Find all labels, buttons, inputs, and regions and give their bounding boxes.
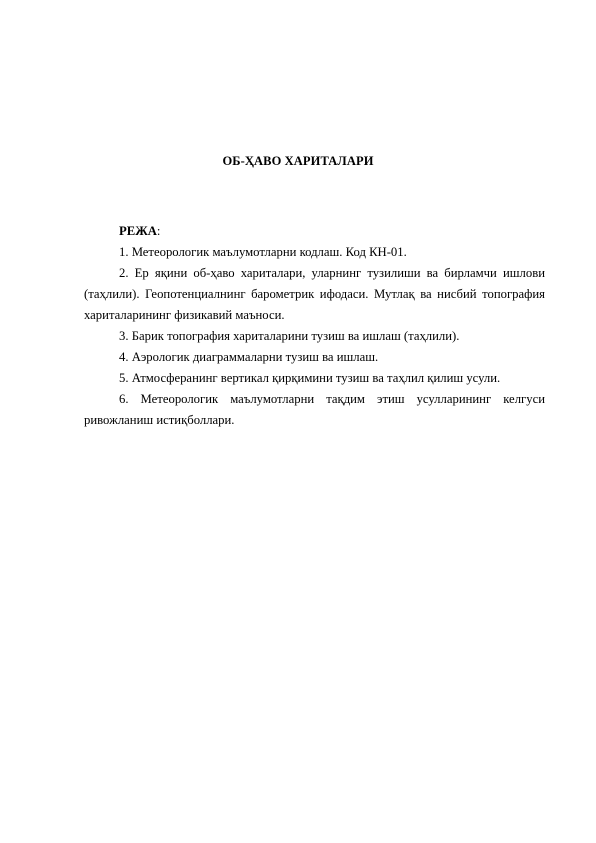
plan-item-1: 1. Метеорологик маълумотларни кодлаш. Код КН-01. — [119, 245, 407, 259]
plan-item-4: 4. Аэрологик диаграммаларни тузиш ва ишлаш. — [119, 350, 379, 364]
plan-section — [84, 221, 545, 431]
plan-item-5: 5. Атмосферанинг вертикал қирқимини тузиш ва таҳлил қилиш усули. — [119, 371, 501, 385]
plan-label-colon: : — [156, 224, 161, 238]
plan-item-6: 6. Метеорологик маълумотларни тақдим этиш усулларининг келгуси ривожланиш истиқболлари. — [84, 392, 545, 427]
plan-heading — [84, 221, 545, 242]
plan-item-3: 3. Барик топография хариталарини тузиш ва ишлаш (таҳлили). — [119, 329, 460, 343]
plan-item-2: 2. Ер яқини об-ҳаво хариталари, уларнинг тузилиши ва бирламчи ишлови (таҳлили). Геопотенциалнинг барометрик ифодаси. Мутлақ ва нисбий топография хариталарининг физикавий маъноси. — [84, 266, 545, 322]
plan-label: РЕЖА — [119, 224, 157, 238]
document-title: ОБ-ҲАВО ХАРИТАЛАРИ — [222, 154, 374, 168]
